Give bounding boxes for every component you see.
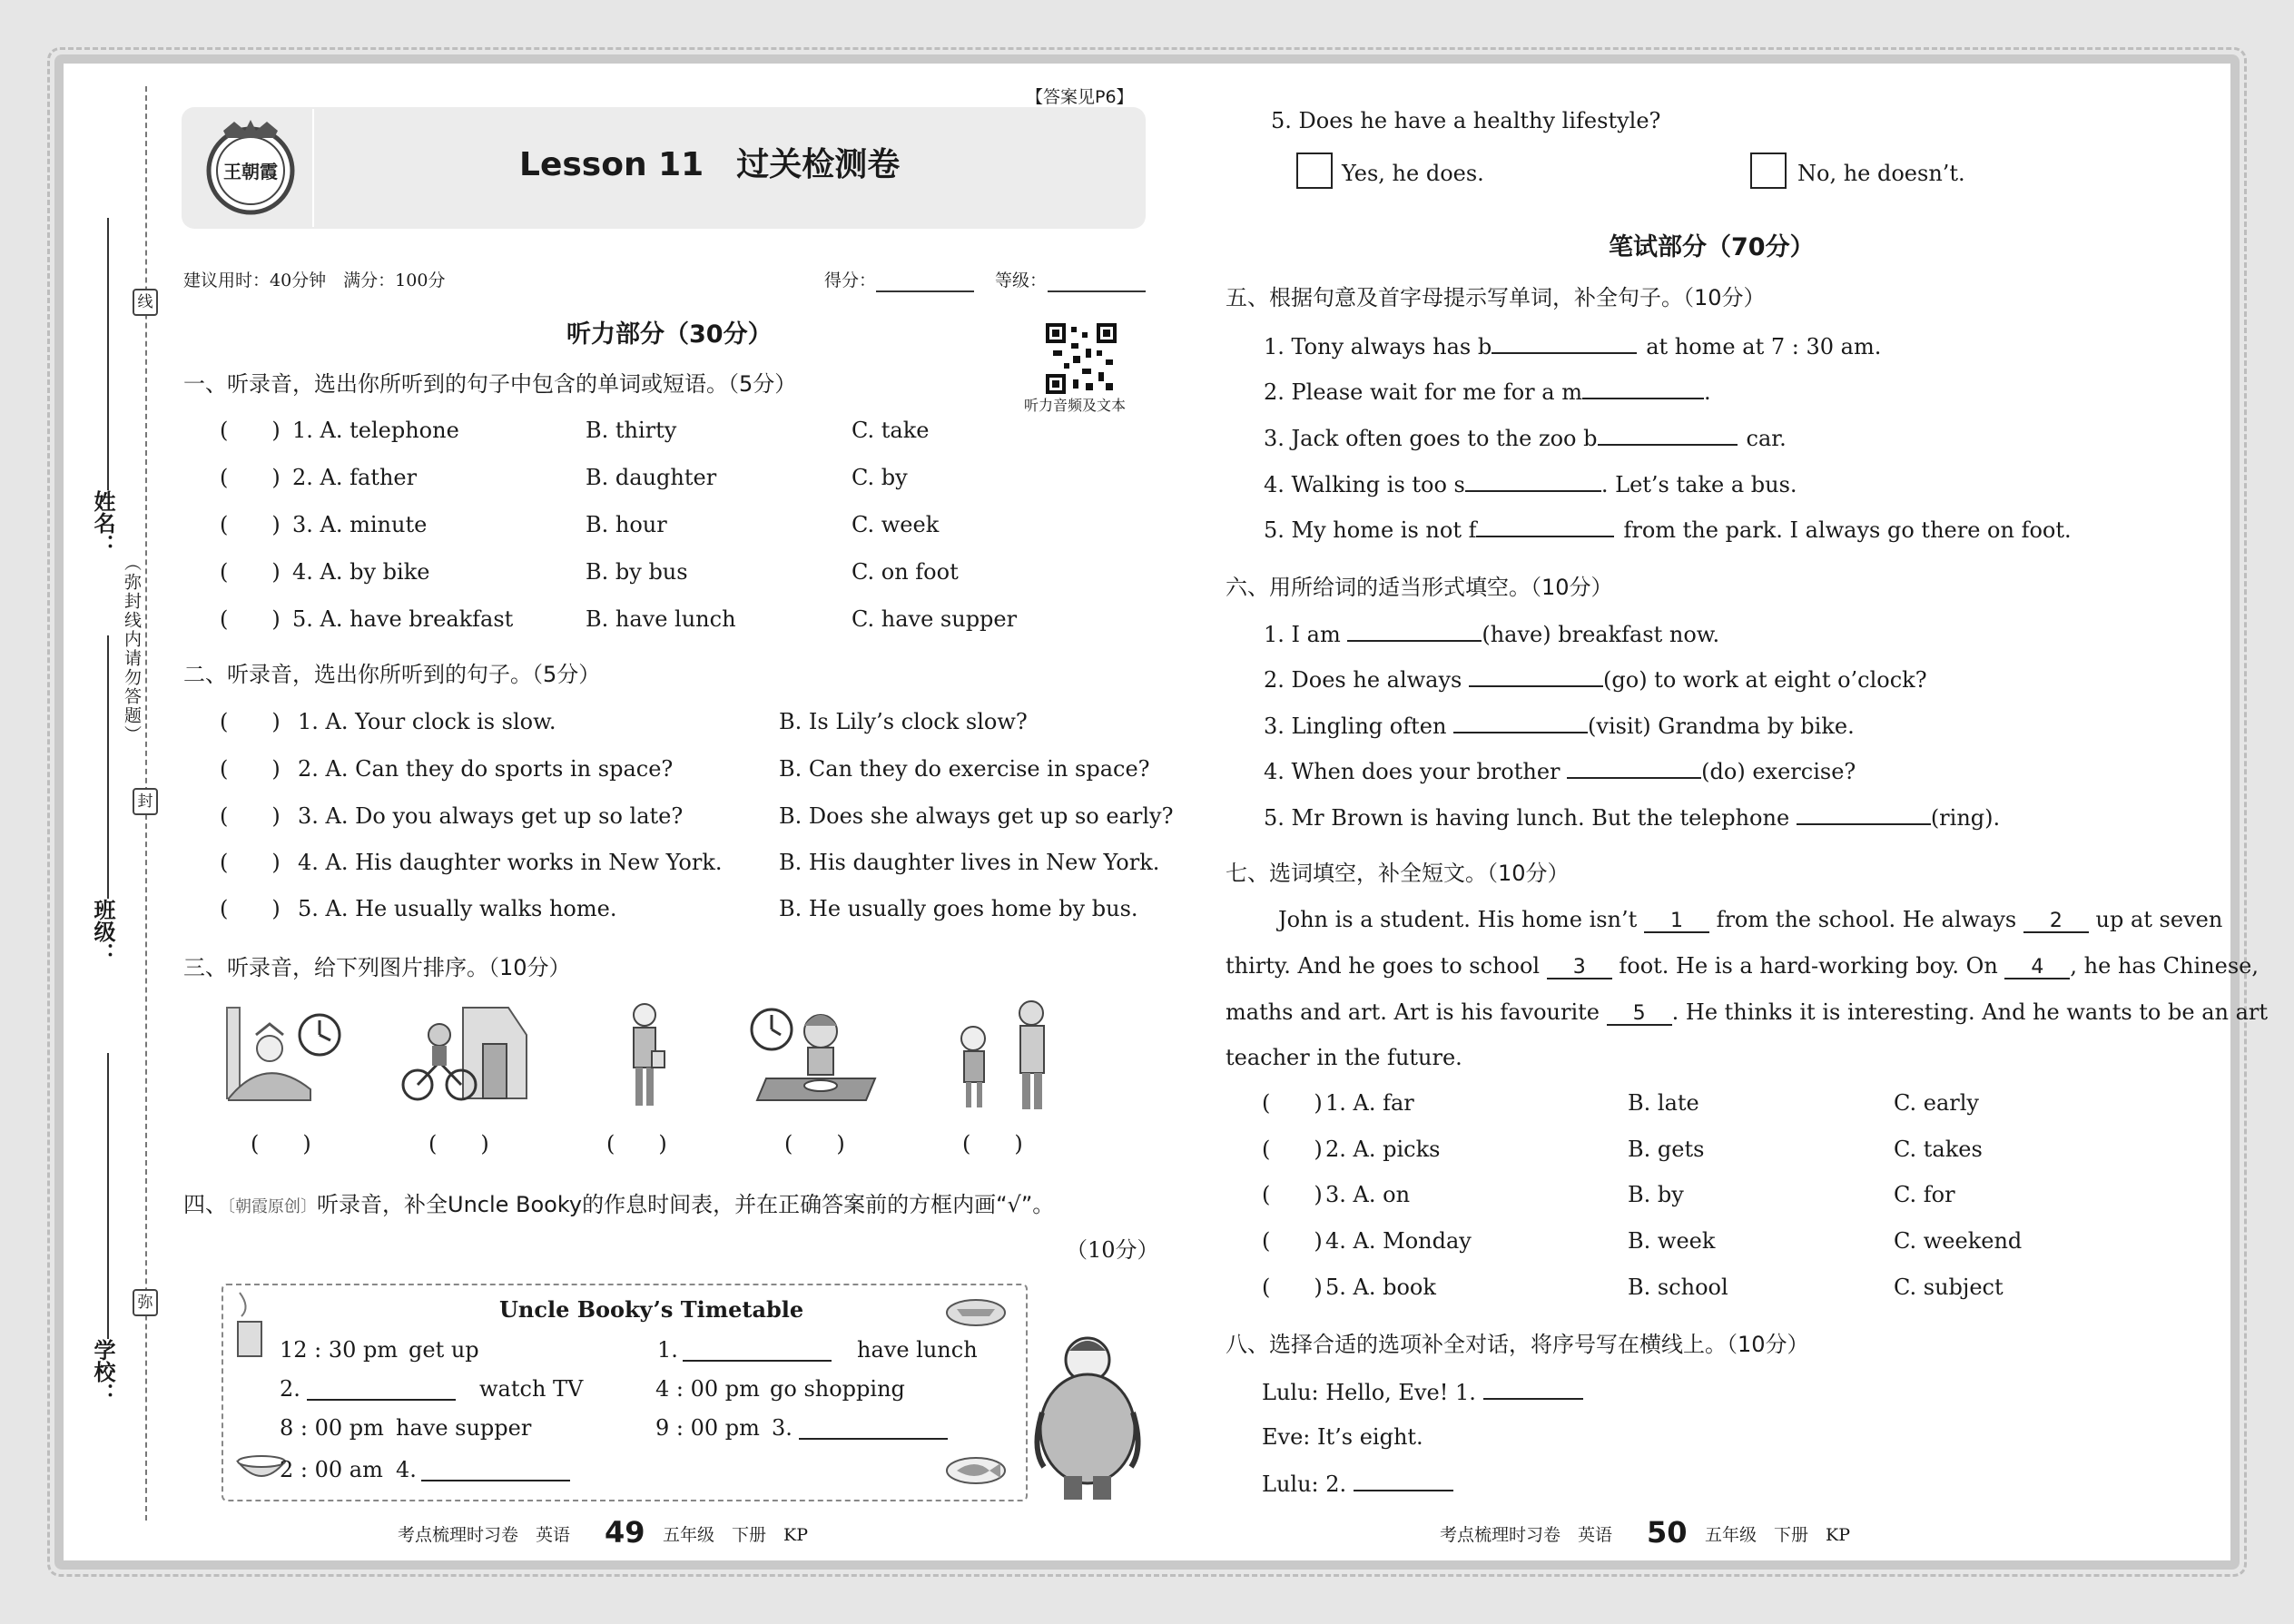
s5-row2 [1264, 378, 1711, 406]
page-number-right: 50 [1647, 1515, 1688, 1550]
fish-plate-icon [944, 1451, 1008, 1491]
s7-blank-5[interactable]: 5 [1607, 1004, 1672, 1026]
footer-left-suffix: 五年级 下册 KP [663, 1525, 808, 1545]
s5-blank-5[interactable] [1476, 516, 1614, 537]
s2-row1-b: B. Is Lily’s clock slow? [779, 709, 1028, 734]
name-label: 姓名： [90, 490, 115, 556]
tt-r2a-number: 2. [280, 1376, 300, 1402]
tt-blank-2[interactable] [307, 1399, 456, 1401]
s7-row2-c: C. takes [1894, 1137, 1983, 1162]
qr-code[interactable] [1046, 323, 1117, 394]
s5-row3 [1264, 424, 1787, 452]
tt-r2b-time: 4 : 00 pm [655, 1376, 760, 1402]
time-info: 建议用时：40分钟 满分：100分 [183, 271, 446, 290]
s6-row2 [1264, 665, 1927, 694]
s6-row1-post: (have) breakfast now. [1482, 622, 1720, 647]
seal-mark: 封 [133, 788, 158, 815]
s7-l3a: maths and art. Art is his favourite [1226, 999, 1600, 1025]
s6-row1 [1264, 620, 1719, 648]
drink-icon [232, 1289, 269, 1365]
s7-row1-c: C. early [1894, 1090, 1979, 1116]
s7-row1-a: 1. A. far [1325, 1090, 1414, 1116]
picture1-answer[interactable]: ( ) [251, 1131, 311, 1156]
brand-logo [203, 118, 298, 218]
s1-row2-paren[interactable]: ( ) [220, 465, 281, 490]
s1-row1-a: 1. A. telephone [292, 418, 459, 443]
s2-row5-a: 5. A. He usually walks home. [298, 896, 617, 921]
school-label: 学校： [90, 1339, 115, 1404]
s7-passage-line3 [1226, 999, 2268, 1026]
s5-row5-post: from the park. I always go there on foot. [1623, 517, 2072, 543]
score-label: 得分： [824, 271, 877, 290]
picture-girl-and-man [944, 999, 1062, 1116]
s7-row3-paren[interactable]: ( ) [1262, 1182, 1323, 1207]
s7-row3-a: 3. A. on [1325, 1182, 1411, 1207]
s7-row2-a: 2. A. picks [1325, 1137, 1441, 1162]
s7-blank-1[interactable]: 1 [1644, 911, 1709, 933]
s8-l1-text: Lulu: Hello, Eve! 1. [1262, 1380, 1476, 1405]
s1-row2-b: B. daughter [586, 465, 717, 490]
s7-passage-line4: teacher in the future. [1226, 1045, 1462, 1070]
s6-row5-pre: 5. Mr Brown is having lunch. But the telephone [1264, 805, 1790, 831]
s5-row1-post: at home at 7 : 30 am. [1646, 334, 1882, 359]
s7-row2-b: B. gets [1628, 1137, 1705, 1162]
s8-l3-text: Lulu: 2. [1262, 1471, 1347, 1497]
section8-title: 八、选择合适的选项补全对话，将序号写在横线上。（10分） [1226, 1332, 1809, 1357]
picture-girl-eating [748, 999, 884, 1111]
s7-passage-line2 [1226, 952, 2259, 979]
no-option: No, he doesn’t. [1797, 161, 1965, 186]
yes-option: Yes, he does. [1342, 161, 1484, 186]
cut-line-mark: 线 [133, 289, 158, 316]
picture4-answer[interactable]: ( ) [784, 1131, 845, 1156]
s6-blank-2[interactable] [1469, 665, 1603, 687]
s2-row4-paren[interactable]: ( ) [220, 850, 281, 875]
s5-row3-post: car. [1746, 426, 1787, 451]
s7-row3-c: C. for [1894, 1182, 1955, 1207]
s5-row4-pre: 4. Walking is too s [1264, 472, 1465, 497]
s2-row3-paren[interactable]: ( ) [220, 803, 281, 829]
s1-row4-c: C. on foot [852, 559, 959, 585]
s8-blank-2[interactable] [1354, 1470, 1453, 1491]
picture-man-standing [608, 999, 681, 1116]
answer-reference: 【答案见P6】 [1026, 87, 1134, 107]
section4-prefix: 四、 [183, 1192, 227, 1217]
grade-label: 等级： [995, 271, 1048, 290]
s6-row3 [1264, 712, 1855, 740]
s5-blank-1[interactable] [1492, 332, 1637, 354]
tt-r2a-activity: watch TV [479, 1376, 584, 1402]
s6-row5 [1264, 803, 2000, 832]
s8-line2: Eve: It’s eight. [1262, 1424, 1423, 1450]
s7-row1-paren[interactable]: ( ) [1262, 1090, 1323, 1116]
picture2-answer[interactable]: ( ) [428, 1131, 489, 1156]
s1-row5-c: C. have supper [852, 606, 1018, 632]
s7-blank-2[interactable]: 2 [2023, 911, 2089, 933]
s2-row1-paren[interactable]: ( ) [220, 709, 281, 734]
footer-right-prefix: 考点梳理时习卷 英语 [1440, 1525, 1613, 1545]
s2-row2-b: B. Can they do exercise in space? [779, 756, 1150, 782]
tt-r1b-activity: have lunch [857, 1337, 978, 1363]
s2-row2-a: 2. A. Can they do sports in space? [298, 756, 674, 782]
page-number-left: 49 [605, 1515, 645, 1550]
tt-blank-3[interactable] [799, 1438, 948, 1440]
close-mark: 弥 [133, 1289, 158, 1316]
s5-blank-4[interactable] [1465, 470, 1601, 492]
tt-r3b-number: 3. [772, 1415, 793, 1441]
page-title: Lesson 11 过关检测卷 [519, 146, 901, 183]
s1-row3-paren[interactable]: ( ) [220, 512, 281, 537]
s7-blank-4[interactable]: 4 [2004, 958, 2070, 979]
s8-blank-1[interactable] [1483, 1378, 1583, 1400]
section4-tag: 〔朝霞原创〕 [227, 1197, 317, 1216]
s7-row5-a: 5. A. book [1325, 1275, 1436, 1300]
s5-row1-pre: 1. Tony always has b [1264, 334, 1492, 359]
s7-row4-paren[interactable]: ( ) [1262, 1228, 1323, 1254]
s6-row3-pre: 3. Lingling often [1264, 714, 1447, 739]
written-title: 笔试部分（70分） [1609, 233, 1815, 261]
s5-row4-post: . Let’s take a bus. [1600, 472, 1797, 497]
section4-instruction: 听录音，补全Uncle Booky的作息时间表，并在正确答案前的方框内画“√”。 [317, 1192, 1055, 1217]
s6-row4-post: (do) exercise? [1701, 759, 1856, 784]
s7-row5-c: C. subject [1894, 1275, 2004, 1300]
qr-caption: 听力音频及文本 [1024, 397, 1127, 414]
s6-row2-pre: 2. Does he always [1264, 667, 1462, 693]
binding-note: （弥封线内请勿答题） [122, 554, 142, 744]
s2-row5-b: B. He usually goes home by bus. [779, 896, 1138, 921]
picture5-answer[interactable]: ( ) [962, 1131, 1023, 1156]
s1-row5-paren[interactable]: ( ) [220, 606, 281, 632]
listening-title: 听力部分（30分） [566, 320, 773, 349]
s5-row2-post: . [1703, 379, 1711, 405]
s8-line1 [1262, 1378, 1583, 1406]
s7-l1b: from the school. He always [1716, 907, 2017, 932]
section6-title: 六、用所给词的适当形式填空。（10分） [1226, 575, 1613, 600]
s2-row3-a: 3. A. Do you always get up so late? [298, 803, 684, 829]
s1-row4-b: B. by bus [586, 559, 688, 585]
s6-row4-pre: 4. When does your brother [1264, 759, 1561, 784]
banner-divider [312, 109, 314, 227]
section1-title: 一、听录音，选出你所听到的句子中包含的单词或短语。（5分） [183, 371, 797, 397]
s2-row4-b: B. His daughter lives in New York. [779, 850, 1160, 875]
picture-riding-bike [399, 999, 536, 1111]
score-field[interactable] [876, 290, 974, 292]
s6-row4 [1264, 757, 1856, 785]
s7-l1c: up at seven [2095, 907, 2223, 932]
s5-row1 [1264, 332, 1881, 360]
s5-row3-pre: 3. Jack often goes to the zoo b [1264, 426, 1598, 451]
uncle-booky-illustration [1029, 1331, 1147, 1507]
q5-question: 5. Does he have a healthy lifestyle? [1271, 108, 1661, 133]
tt-r1b-number: 1. [657, 1337, 678, 1363]
s6-row3-post: (visit) Grandma by bike. [1588, 714, 1855, 739]
s7-row2-paren[interactable]: ( ) [1262, 1137, 1323, 1162]
s1-row3-b: B. hour [586, 512, 667, 537]
s7-row4-a: 4. A. Monday [1325, 1228, 1472, 1254]
s5-row4 [1264, 470, 1797, 498]
tt-r1a-time: 12 : 30 pm [280, 1337, 399, 1363]
s2-row4-a: 4. A. His daughter works in New York. [298, 850, 723, 875]
picture3-answer[interactable]: ( ) [606, 1131, 667, 1156]
s6-row2-post: (go) to work at eight o’clock? [1603, 667, 1927, 693]
tt-blank-4[interactable] [421, 1480, 570, 1481]
s7-l2c: , he has Chinese, [2070, 953, 2259, 979]
s5-blank-3[interactable] [1598, 424, 1738, 446]
s1-row1-b: B. thirty [586, 418, 677, 443]
tt-r4a-number: 4. [396, 1457, 417, 1482]
s7-row1-b: B. late [1628, 1090, 1699, 1116]
s7-passage-line1 [1278, 906, 2222, 933]
s7-blank-3[interactable]: 3 [1547, 958, 1612, 979]
section4-title [183, 1191, 1054, 1221]
s1-row4-paren[interactable]: ( ) [220, 559, 281, 585]
s7-row4-c: C. weekend [1894, 1228, 2023, 1254]
s7-l2b: foot. He is a hard-working boy. On [1619, 953, 1998, 979]
s6-blank-4[interactable] [1567, 757, 1701, 779]
class-field[interactable] [107, 635, 109, 899]
tt-r4a-time: 2 : 00 am [280, 1457, 383, 1482]
s5-row2-pre: 2. Please wait for me for a m [1264, 379, 1582, 405]
s7-l3b: . He thinks it is interesting. And he wants to be an art [1671, 999, 2269, 1025]
logo-text: 王朝霞 [223, 161, 278, 182]
yes-checkbox[interactable] [1296, 153, 1333, 189]
s5-row5 [1264, 516, 2072, 544]
footer-left-prefix: 考点梳理时习卷 英语 [398, 1525, 571, 1545]
s6-blank-1[interactable] [1347, 620, 1482, 642]
s7-row4-b: B. week [1628, 1228, 1716, 1254]
s1-row5-b: B. have lunch [586, 606, 736, 632]
s2-row3-b: B. Does she always get up so early? [779, 803, 1174, 829]
s2-row5-paren[interactable]: ( ) [220, 896, 281, 921]
s1-row3-a: 3. A. minute [292, 512, 428, 537]
tt-r2b-activity: go shopping [770, 1376, 905, 1402]
section5-title: 五、根据句意及首字母提示写单词，补全句子。（10分） [1226, 285, 1766, 310]
picture-sleeping-clock [220, 999, 347, 1111]
grade-field[interactable] [1048, 290, 1146, 292]
no-checkbox[interactable] [1750, 153, 1787, 189]
name-field[interactable] [107, 218, 109, 490]
s1-row2-c: C. by [852, 465, 908, 490]
s6-blank-3[interactable] [1453, 712, 1588, 733]
s8-line3 [1262, 1470, 1453, 1498]
s1-row3-c: C. week [852, 512, 940, 537]
s6-row5-post: (ring). [1930, 805, 2001, 831]
s5-blank-2[interactable] [1582, 378, 1704, 399]
timetable-title: Uncle Booky’s Timetable [499, 1296, 804, 1323]
s1-row1-c: C. take [852, 418, 930, 443]
school-field[interactable] [107, 1053, 109, 1339]
s1-row1-paren[interactable]: ( ) [220, 418, 281, 443]
s7-row5-b: B. school [1628, 1275, 1728, 1300]
s1-row5-a: 5. A. have breakfast [292, 606, 514, 632]
food-plate-icon [944, 1293, 1008, 1333]
tt-r1a-activity: get up [409, 1337, 479, 1363]
s6-blank-5[interactable] [1797, 803, 1931, 825]
s7-row3-b: B. by [1628, 1182, 1684, 1207]
s2-row1-a: 1. A. Your clock is slow. [298, 709, 556, 734]
s1-row2-a: 2. A. father [292, 465, 418, 490]
s6-row1-pre: 1. I am [1264, 622, 1341, 647]
s5-row5-pre: 5. My home is not f [1264, 517, 1477, 543]
class-label: 班级： [90, 899, 115, 964]
s2-row2-paren[interactable]: ( ) [220, 756, 281, 782]
section2-title: 二、听录音，选出你所听到的句子。（5分） [183, 662, 601, 687]
footer-right-suffix: 五年级 下册 KP [1705, 1525, 1850, 1545]
tt-r3b-time: 9 : 00 pm [655, 1415, 760, 1441]
tt-r3a-activity: have supper [396, 1415, 532, 1441]
tt-blank-1[interactable] [683, 1360, 832, 1362]
section4-score: （10分） [1066, 1237, 1159, 1263]
tt-r3a-time: 8 : 00 pm [280, 1415, 384, 1441]
section7-title: 七、选词填空，补全短文。（10分） [1226, 861, 1570, 886]
section3-title: 三、听录音，给下列图片排序。（10分） [183, 955, 571, 980]
s7-row5-paren[interactable]: ( ) [1262, 1275, 1323, 1300]
s1-row4-a: 4. A. by bike [292, 559, 430, 585]
s7-l2a: thirty. And he goes to school [1226, 953, 1541, 979]
s7-l1a: John is a student. His home isn’t [1278, 907, 1638, 932]
